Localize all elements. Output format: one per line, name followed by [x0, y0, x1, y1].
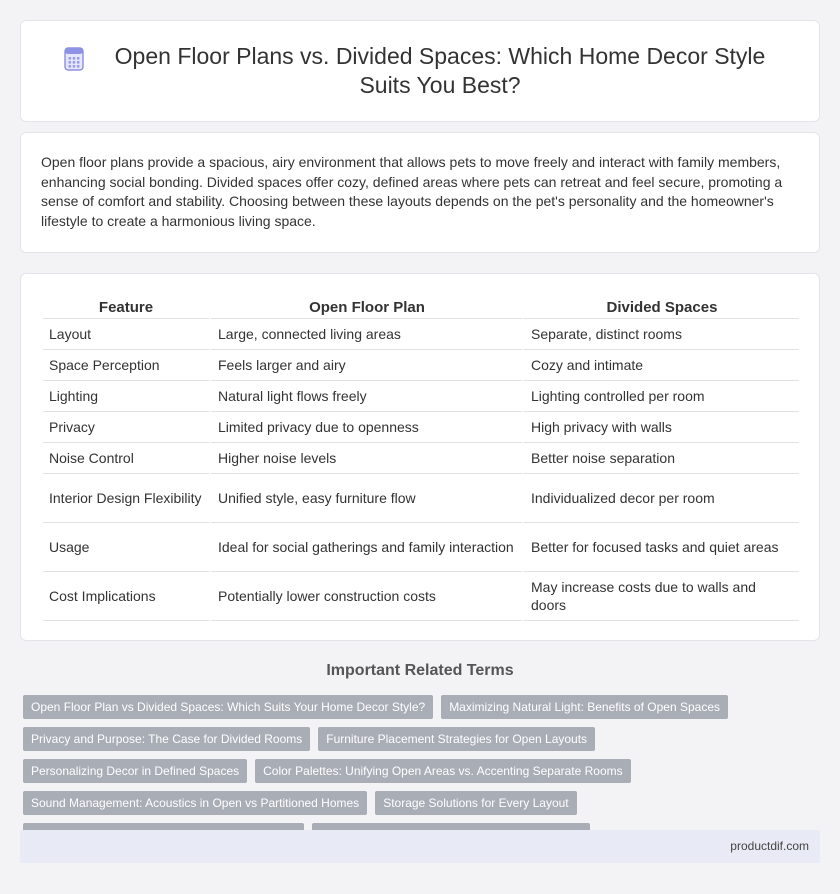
cell-open: Feels larger and airy [209, 350, 522, 381]
table-row [43, 572, 799, 621]
cell-feature: Layout [43, 319, 209, 350]
footer-site-link[interactable]: productdif.com [730, 839, 809, 853]
cell-open: Limited privacy due to openness [209, 412, 522, 443]
title-card [20, 20, 820, 122]
related-term-tag[interactable]: Furniture Placement Strategies for Open Layouts [318, 727, 595, 751]
table-row [43, 381, 799, 412]
table-header-row [43, 296, 799, 319]
cell-divided: Individualized decor per room [522, 474, 799, 523]
related-term-tag[interactable]: Open Floor Plan vs Divided Spaces: Which Suits Your Home Decor Style? [23, 695, 433, 719]
cell-open: Natural light flows freely [209, 381, 522, 412]
table-row [43, 412, 799, 443]
footer [20, 830, 820, 863]
cell-feature: Noise Control [43, 443, 209, 474]
related-term-tag[interactable]: Maximizing Natural Light: Benefits of Open Spaces [441, 695, 728, 719]
table-row [43, 474, 799, 523]
cell-feature: Lighting [43, 381, 209, 412]
cell-divided: Cozy and intimate [522, 350, 799, 381]
cell-open: Ideal for social gatherings and family interaction [209, 523, 522, 572]
related-term-tag[interactable]: Privacy and Purpose: The Case for Divided Rooms [23, 727, 310, 751]
title-wrap [21, 21, 819, 121]
related-term-tag[interactable]: Personalizing Decor in Defined Spaces [23, 759, 247, 783]
cell-divided: May increase costs due to walls and doors [522, 572, 799, 621]
cell-feature: Interior Design Flexibility [43, 474, 209, 523]
related-term-tag[interactable]: Storage Solutions for Every Layout [375, 791, 576, 815]
related-term-tag[interactable]: Sound Management: Acoustics in Open vs Partitioned Homes [23, 791, 367, 815]
cell-divided: Better for focused tasks and quiet areas [522, 523, 799, 572]
header-feature: Feature [43, 296, 209, 319]
table-row [43, 350, 799, 381]
cell-open: Potentially lower construction costs [209, 572, 522, 621]
related-terms-heading: Important Related Terms [326, 662, 514, 679]
intro-card [20, 132, 820, 253]
table-row [43, 319, 799, 350]
cell-divided: High privacy with walls [522, 412, 799, 443]
cell-feature: Usage [43, 523, 209, 572]
page-title: Open Floor Plans vs. Divided Spaces: Which Home Decor Style Suits You Best? [114, 43, 766, 98]
header-open-floor-plan: Open Floor Plan [209, 296, 522, 319]
related-term-tag[interactable]: Color Palettes: Unifying Open Areas vs. Accenting Separate Rooms [255, 759, 631, 783]
cell-open: Unified style, easy furniture flow [209, 474, 522, 523]
cell-divided: Lighting controlled per room [522, 381, 799, 412]
cell-open: Large, connected living areas [209, 319, 522, 350]
comparison-table [43, 296, 799, 621]
table-row [43, 523, 799, 572]
cell-feature: Space Perception [43, 350, 209, 381]
cell-open: Higher noise levels [209, 443, 522, 474]
table-row [43, 443, 799, 474]
cell-divided: Better noise separation [522, 443, 799, 474]
calculator-icon [61, 46, 87, 72]
intro-paragraph: Open floor plans provide a spacious, airy environment that allows pets to move freely and interact with family members, enhancing social bonding. Divided spaces offer cozy, defined areas where pets can retreat and feel secure, promoting a sense of comfort and stability. Choosing between these layouts depends on the pet's personality and the homeowner's lifestyle to create a harmonious living space. [41, 154, 783, 229]
comparison-card [20, 273, 820, 641]
cell-feature: Privacy [43, 412, 209, 443]
cell-divided: Separate, distinct rooms [522, 319, 799, 350]
cell-feature: Cost Implications [43, 572, 209, 621]
header-divided-spaces: Divided Spaces [522, 296, 799, 319]
